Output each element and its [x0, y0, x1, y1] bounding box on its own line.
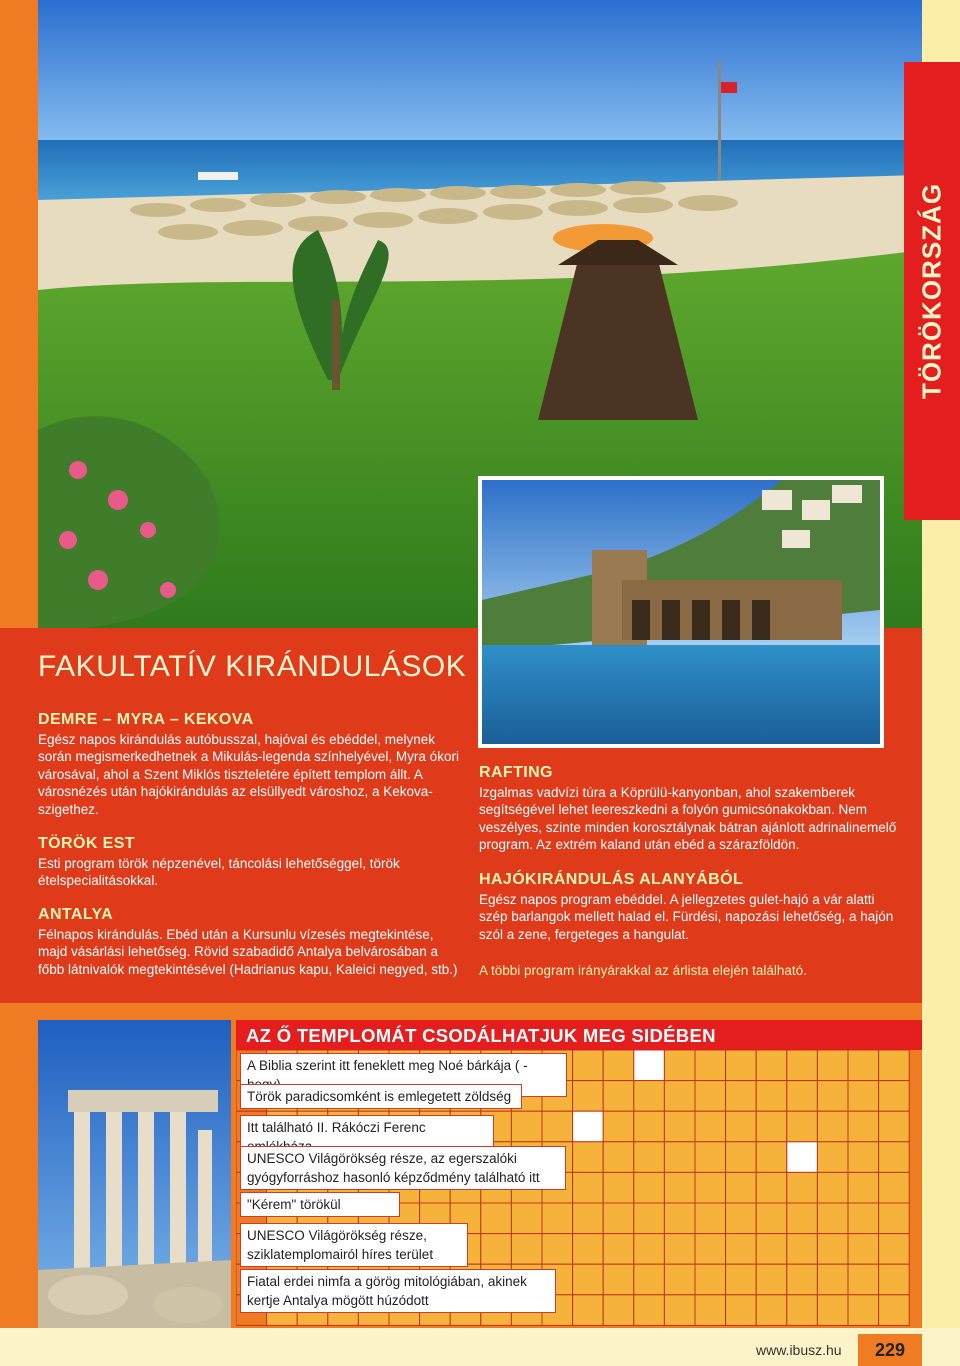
crossword-cell — [879, 1203, 910, 1234]
excursion-turkish-night — [38, 835, 462, 890]
crossword-clue: A Biblia szerint itt feneklett meg Noé bárkája ( - — [240, 1053, 567, 1097]
crossword-cell — [542, 1111, 573, 1142]
crossword-cell — [879, 1264, 910, 1295]
crossword-cell — [695, 1172, 726, 1203]
crossword-cell — [603, 1111, 634, 1142]
crossword-cell — [879, 1172, 910, 1203]
crossword-cell — [511, 1203, 542, 1234]
crossword-cell — [695, 1203, 726, 1234]
excursion-heading: HAJÓKIRÁNDULÁS ALANYÁBÓL — [479, 871, 744, 888]
crossword-cell — [817, 1172, 848, 1203]
crossword-cell — [817, 1081, 848, 1112]
crossword-cell — [481, 1203, 512, 1234]
crossword-cell — [634, 1142, 665, 1173]
crossword-cell — [848, 1081, 879, 1112]
crossword-cell — [664, 1234, 695, 1265]
crossword-cell — [664, 1050, 695, 1081]
crossword-cell — [726, 1172, 757, 1203]
crossword-cell — [817, 1295, 848, 1326]
crossword-cell — [756, 1050, 787, 1081]
crossword-cell — [726, 1081, 757, 1112]
crossword-cell — [787, 1111, 818, 1142]
crossword-cell — [664, 1295, 695, 1326]
crossword-cell — [573, 1203, 604, 1234]
crossword-cell — [817, 1234, 848, 1265]
crossword-cell — [603, 1172, 634, 1203]
crossword-cell — [542, 1234, 573, 1265]
crossword-cell — [756, 1172, 787, 1203]
crossword-cell — [817, 1050, 848, 1081]
crossword-cell — [542, 1203, 573, 1234]
crossword-cell — [848, 1172, 879, 1203]
crossword-cell — [573, 1142, 604, 1173]
excursion-boat — [479, 871, 903, 943]
crossword-cell — [817, 1264, 848, 1295]
crossword-cell — [756, 1111, 787, 1142]
excursion-heading: TÖRÖK EST — [38, 835, 135, 852]
crossword-cell — [634, 1172, 665, 1203]
excursion-heading: RAFTING — [479, 764, 553, 781]
crossword-cell — [573, 1172, 604, 1203]
crossword-cell — [848, 1264, 879, 1295]
crossword-cell — [603, 1264, 634, 1295]
crossword-cell — [573, 1111, 604, 1142]
crossword-cell — [879, 1050, 910, 1081]
crossword-cell — [726, 1295, 757, 1326]
crossword-cell — [817, 1111, 848, 1142]
crossword-cell — [603, 1142, 634, 1173]
crossword-cell — [481, 1234, 512, 1265]
crossword-title: AZ Ő TEMPLOMÁT CSODÁLHATJUK MEG SIDÉBEN — [246, 1025, 716, 1046]
crossword-cell — [603, 1203, 634, 1234]
crossword-clue: UNESCO Világörökség része, sziklatemplomairól híres terület — [240, 1223, 468, 1267]
crossword-cell — [695, 1234, 726, 1265]
castle-photo — [478, 476, 884, 748]
crossword-cell — [756, 1142, 787, 1173]
crossword-cell — [573, 1295, 604, 1326]
excursion-antalya — [38, 906, 462, 978]
crossword-cell — [726, 1234, 757, 1265]
crossword-cell — [817, 1142, 848, 1173]
crossword-cell — [664, 1203, 695, 1234]
crossword-cell — [664, 1081, 695, 1112]
crossword-cell — [879, 1111, 910, 1142]
crossword-cell — [787, 1050, 818, 1081]
crossword-cell — [634, 1234, 665, 1265]
crossword-cell — [726, 1142, 757, 1173]
country-tab — [904, 62, 960, 520]
crossword-cell — [634, 1295, 665, 1326]
country-tab-label: TÖRÖKORSZÁG — [916, 182, 947, 400]
crossword-cell — [787, 1203, 818, 1234]
crossword-cell — [726, 1111, 757, 1142]
excursion-heading: ANTALYA — [38, 906, 114, 923]
price-note: A többi program irányárakkal az árlista elején található. — [479, 963, 807, 978]
crossword-cell — [695, 1295, 726, 1326]
crossword-cell — [573, 1081, 604, 1112]
crossword-cell — [695, 1264, 726, 1295]
crossword-cell — [695, 1111, 726, 1142]
crossword-cell — [603, 1081, 634, 1112]
page-number: 229 — [858, 1334, 922, 1366]
crossword-cell — [879, 1234, 910, 1265]
crossword-clue: UNESCO Világörökség része, az egerszalóki gyógyforráshoz hasonló képződmény található itt — [240, 1146, 566, 1190]
crossword-cell — [756, 1264, 787, 1295]
excursion-demre — [38, 711, 462, 818]
crossword-cell — [848, 1142, 879, 1173]
crossword-cell — [695, 1081, 726, 1112]
crossword-cell — [879, 1142, 910, 1173]
crossword-cell — [848, 1203, 879, 1234]
crossword-cell — [573, 1050, 604, 1081]
crossword-cell — [726, 1203, 757, 1234]
crossword-cell — [817, 1203, 848, 1234]
crossword-cell — [726, 1050, 757, 1081]
crossword-cell — [756, 1081, 787, 1112]
crossword-cell — [634, 1081, 665, 1112]
crossword-cell — [664, 1172, 695, 1203]
crossword-cell — [879, 1295, 910, 1326]
crossword-cell — [756, 1234, 787, 1265]
excursion-rafting — [479, 764, 903, 854]
crossword-cell — [848, 1295, 879, 1326]
crossword-cell — [634, 1264, 665, 1295]
crossword-cell — [787, 1172, 818, 1203]
excursion-body: Izgalmas vadvízi túra a Köprülü-kanyonban, ahol szakemberek segítségével lehet leereszkedni a folyón gumicsónakokban. Nem veszélyes, szinte minden korosztálynak bátran ajánlott adrinalinemelő program. Az extrém kaland után ebéd a szárazföldön. — [479, 784, 897, 852]
temple-photo — [38, 1020, 231, 1328]
crossword-cell — [511, 1234, 542, 1265]
crossword-cell — [634, 1203, 665, 1234]
crossword-cell — [787, 1081, 818, 1112]
excursion-body: Egész napos program ebéddel. A jellegzetes gulet-hajó a vár alatti szép barlangok mellett halad el. Fürdési, napozási lehetőség, a hajón szól a zene, fergeteges a hangulat. — [479, 891, 894, 942]
crossword-cell — [603, 1050, 634, 1081]
page-title: FAKULTATÍV KIRÁNDULÁSOK — [38, 650, 467, 683]
crossword-cell — [603, 1295, 634, 1326]
crossword-cell — [787, 1295, 818, 1326]
crossword-cell — [879, 1081, 910, 1112]
excursion-body: Egész napos kirándulás autóbusszal, hajóval és ebéddel, melynek során megismerkedhetnek a Mikulás-legenda színhelyével, Myra ókori városával, ahol a Szent Miklós tiszteletére épített templom állt. A városnézés után hajókirándulás az elsüllyedt városhoz, a Kekova-szigethez. — [38, 731, 459, 817]
crossword-cell — [756, 1295, 787, 1326]
excursion-body: Esti program török népzenével, táncolási lehetőséggel, török ételspecialitásokkal. — [38, 855, 400, 888]
crossword-cell — [695, 1142, 726, 1173]
crossword-cell — [695, 1050, 726, 1081]
crossword-cell — [726, 1264, 757, 1295]
crossword-cell — [603, 1234, 634, 1265]
excursion-heading: DEMRE – MYRA – KEKOVA — [38, 711, 254, 728]
crossword-cell — [664, 1111, 695, 1142]
crossword-clue: "Kérem" törökül — [240, 1192, 400, 1217]
crossword-cell — [511, 1111, 542, 1142]
crossword-cell — [634, 1050, 665, 1081]
crossword-cell — [787, 1234, 818, 1265]
crossword-cell — [573, 1264, 604, 1295]
footer-url[interactable]: www.ibusz.hu — [756, 1342, 842, 1358]
crossword-cell — [756, 1203, 787, 1234]
crossword-cell — [787, 1264, 818, 1295]
excursion-body: Félnapos kirándulás. Ebéd után a Kursunlu vízesés megtekintése, majd vásárlási lehetőség. Rövid szabadidő Antalya belvárosában a főbb látnivalók megtekintésével (Hadrianus kapu, Kaleici negyed, stb.) — [38, 926, 458, 977]
crossword-title-bar — [236, 1020, 922, 1050]
crossword-clue: Török paradicsomként is emlegetett zöldség — [240, 1084, 522, 1109]
crossword-cell — [787, 1142, 818, 1173]
crossword-cell — [848, 1234, 879, 1265]
crossword-cell — [848, 1050, 879, 1081]
crossword-cell — [634, 1111, 665, 1142]
crossword-cell — [848, 1111, 879, 1142]
crossword-cell — [664, 1142, 695, 1173]
crossword-clue: Fiatal erdei nimfa a görög mitológiában, akinek kertje Antalya mögött húzódott — [240, 1269, 556, 1313]
crossword-clue: Itt található II. Rákóczi Ferenc — [240, 1115, 494, 1159]
crossword-cell — [664, 1264, 695, 1295]
crossword-cell — [573, 1234, 604, 1265]
